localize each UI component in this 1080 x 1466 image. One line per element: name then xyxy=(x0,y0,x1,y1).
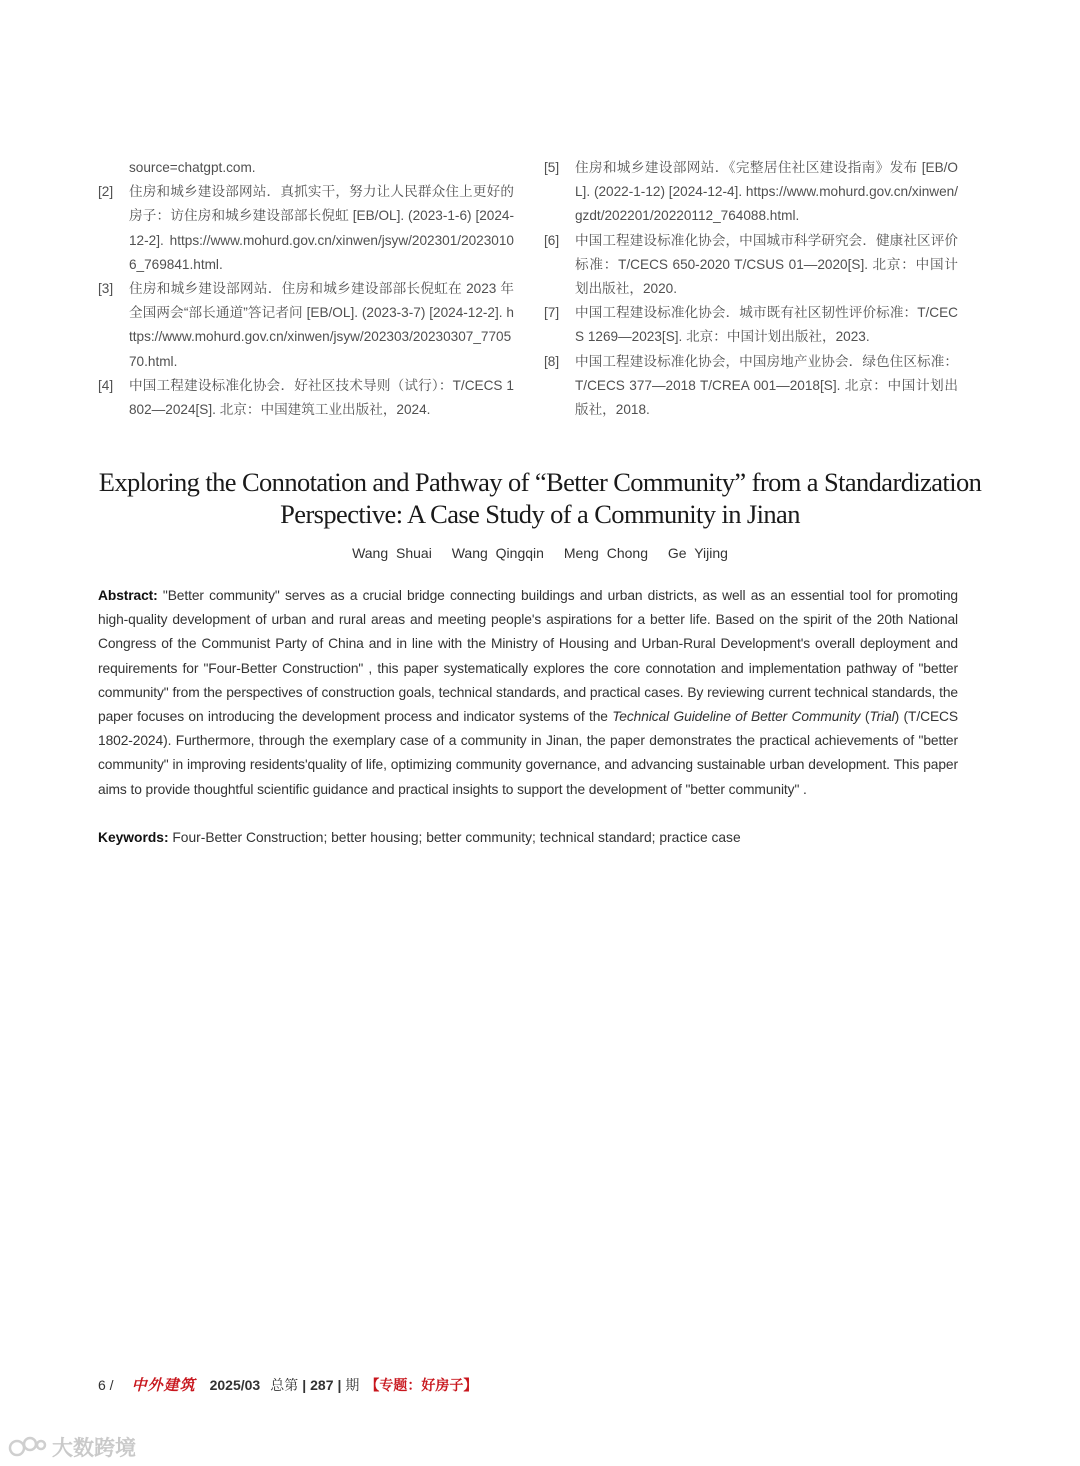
abstract-text-part2: ) (T/CECS 1802-2024). Furthermore, through the exemplary case of a community in Jinan, the paper demonstrates the practical achievements of "better community" in improving residents'quality of life, optimizing community governance, and advancing sustainable urban development. This paper aims to provide thoughtful scientific guidance and practical insights to support the development of "better community" . xyxy=(98,709,959,797)
separator: | xyxy=(337,1376,342,1393)
keywords-label: Keywords: xyxy=(98,830,169,845)
reference-text: 中国工程建设标准化协会．好社区技术导则（试行）：T/CECS 1802—2024[S]. 北京：中国建筑工业出版社，2024. xyxy=(129,377,514,418)
reference-item xyxy=(544,156,958,229)
page-number: 6 / xyxy=(98,1376,114,1393)
abstract-italic-guideline: Technical Guideline of Better Community xyxy=(612,709,861,725)
reference-item xyxy=(98,374,514,422)
abstract-text-part1: "Better community" serves as a crucial bridge connecting buildings and urban districts, as well as an essential tool for promoting high-quality development of urban and rural areas and meeting people's aspirations for a better life. Based on the spirit of the 20th National Congress of the Communist Party of China and in line with the Ministry of Housing and Urban-Rural Development's overall deployment and requirements for "Four-Better Construction" , this paper systematically explores the core connotation and implementation pathway of "better community" from the perspectives of construction goals, technical standards, and practical cases. By reviewing current technical standards, the paper focuses on introducing the development process and indicator systems of the xyxy=(98,588,958,725)
watermark xyxy=(8,1432,136,1462)
issue-number: 2025/03 xyxy=(209,1376,261,1393)
separator: | xyxy=(302,1376,307,1393)
abstract xyxy=(98,584,958,802)
abstract-italic-trial: Trial xyxy=(869,709,895,725)
reference-item xyxy=(544,350,958,423)
author-name: Ge Yijing xyxy=(667,545,728,561)
reference-item xyxy=(544,301,958,349)
watermark-text: 大数跨境 xyxy=(52,1437,136,1460)
abstract-label: Abstract: xyxy=(98,588,158,603)
keywords-text: Four-Better Construction; better housing; better community; technical standard; practice case xyxy=(168,830,741,845)
reference-item xyxy=(544,229,958,302)
reference-text: 中国工程建设标准化协会，中国房地产业协会．绿色住区标准：T/CECS 377—2018 T/CREA 001—2018[S]. 北京：中国计划出版社，2018. xyxy=(575,353,958,418)
title-line-1: Exploring the Connotation and Pathway of “Better Community” from a Standardization xyxy=(98,467,982,497)
reference-number: [7] xyxy=(544,305,560,321)
reference-text: source=chatgpt.com. xyxy=(129,160,256,175)
author-list xyxy=(60,545,1020,561)
reference-text: 中国工程建设标准化协会，中国城市科学研究会．健康社区评价标准：T/CECS 650-2020 T/CSUS 01—2020[S]. 北京：中国计划出版社，2020. xyxy=(575,232,958,297)
reference-number: [6] xyxy=(544,232,560,248)
reference-number: [8] xyxy=(544,353,560,369)
reference-text: 住房和城乡建设部网站．住房和城乡建设部部长倪虹在 2023 年全国两会“部长通道”答记者问 [EB/OL]. (2023-3-7) [2024-12-2]. https://www.mohurd.gov.cn/xinwen/jsyw/202303/20230307_770570.html. xyxy=(129,281,514,369)
reference-number: [2] xyxy=(98,184,114,200)
reference-number: [4] xyxy=(98,377,114,393)
total-issue-prefix: 总第 xyxy=(270,1376,299,1393)
author-name: Wang Qingqin xyxy=(451,545,544,561)
abstract-paren: ( xyxy=(860,709,870,725)
reference-item xyxy=(98,277,514,374)
topic-label: 【专题：好房子】 xyxy=(365,1376,478,1393)
author-name: Meng Chong xyxy=(563,545,648,561)
keywords xyxy=(98,826,958,850)
reference-number: [5] xyxy=(544,160,560,175)
reference-item xyxy=(98,156,514,180)
article-title xyxy=(60,466,1020,530)
reference-text: 中国工程建设标准化协会．城市既有社区韧性评价标准：T/CECS 1269—2023[S]. 北京：中国计划出版社，2023. xyxy=(575,305,958,345)
references-right-column xyxy=(544,156,958,422)
author-name: Wang Shuai xyxy=(352,545,432,561)
reference-item xyxy=(98,180,514,277)
journal-logo: 中外建筑 xyxy=(131,1376,196,1394)
reference-number: [3] xyxy=(98,281,114,297)
reference-text: 住房和城乡建设部网站．真抓实干，努力让人民群众住上更好的房子：访住房和城乡建设部部长倪虹 [EB/OL]. (2023-1-6) [2024-12-2]. https://www.mohurd.gov.cn/xinwen/jsyw/202301/20230106_769841.html. xyxy=(129,184,514,272)
page-footer xyxy=(98,1374,477,1395)
total-issue-suffix: 期 xyxy=(345,1376,360,1393)
title-line-2: Perspective: A Case Study of a Community in Jinan xyxy=(280,499,800,529)
watermark-logo-icon xyxy=(8,1434,48,1460)
reference-text: 住房和城乡建设部网站．《完整居住社区建设指南》发布 [EB/OL]. (2022-1-12) [2024-12-4]. https://www.mohurd.gov.cn/xinwen/gzdt/202201/20220112_764088.html. xyxy=(575,160,958,224)
references-left-column xyxy=(98,156,514,422)
total-issue-number: 287 xyxy=(310,1376,334,1393)
